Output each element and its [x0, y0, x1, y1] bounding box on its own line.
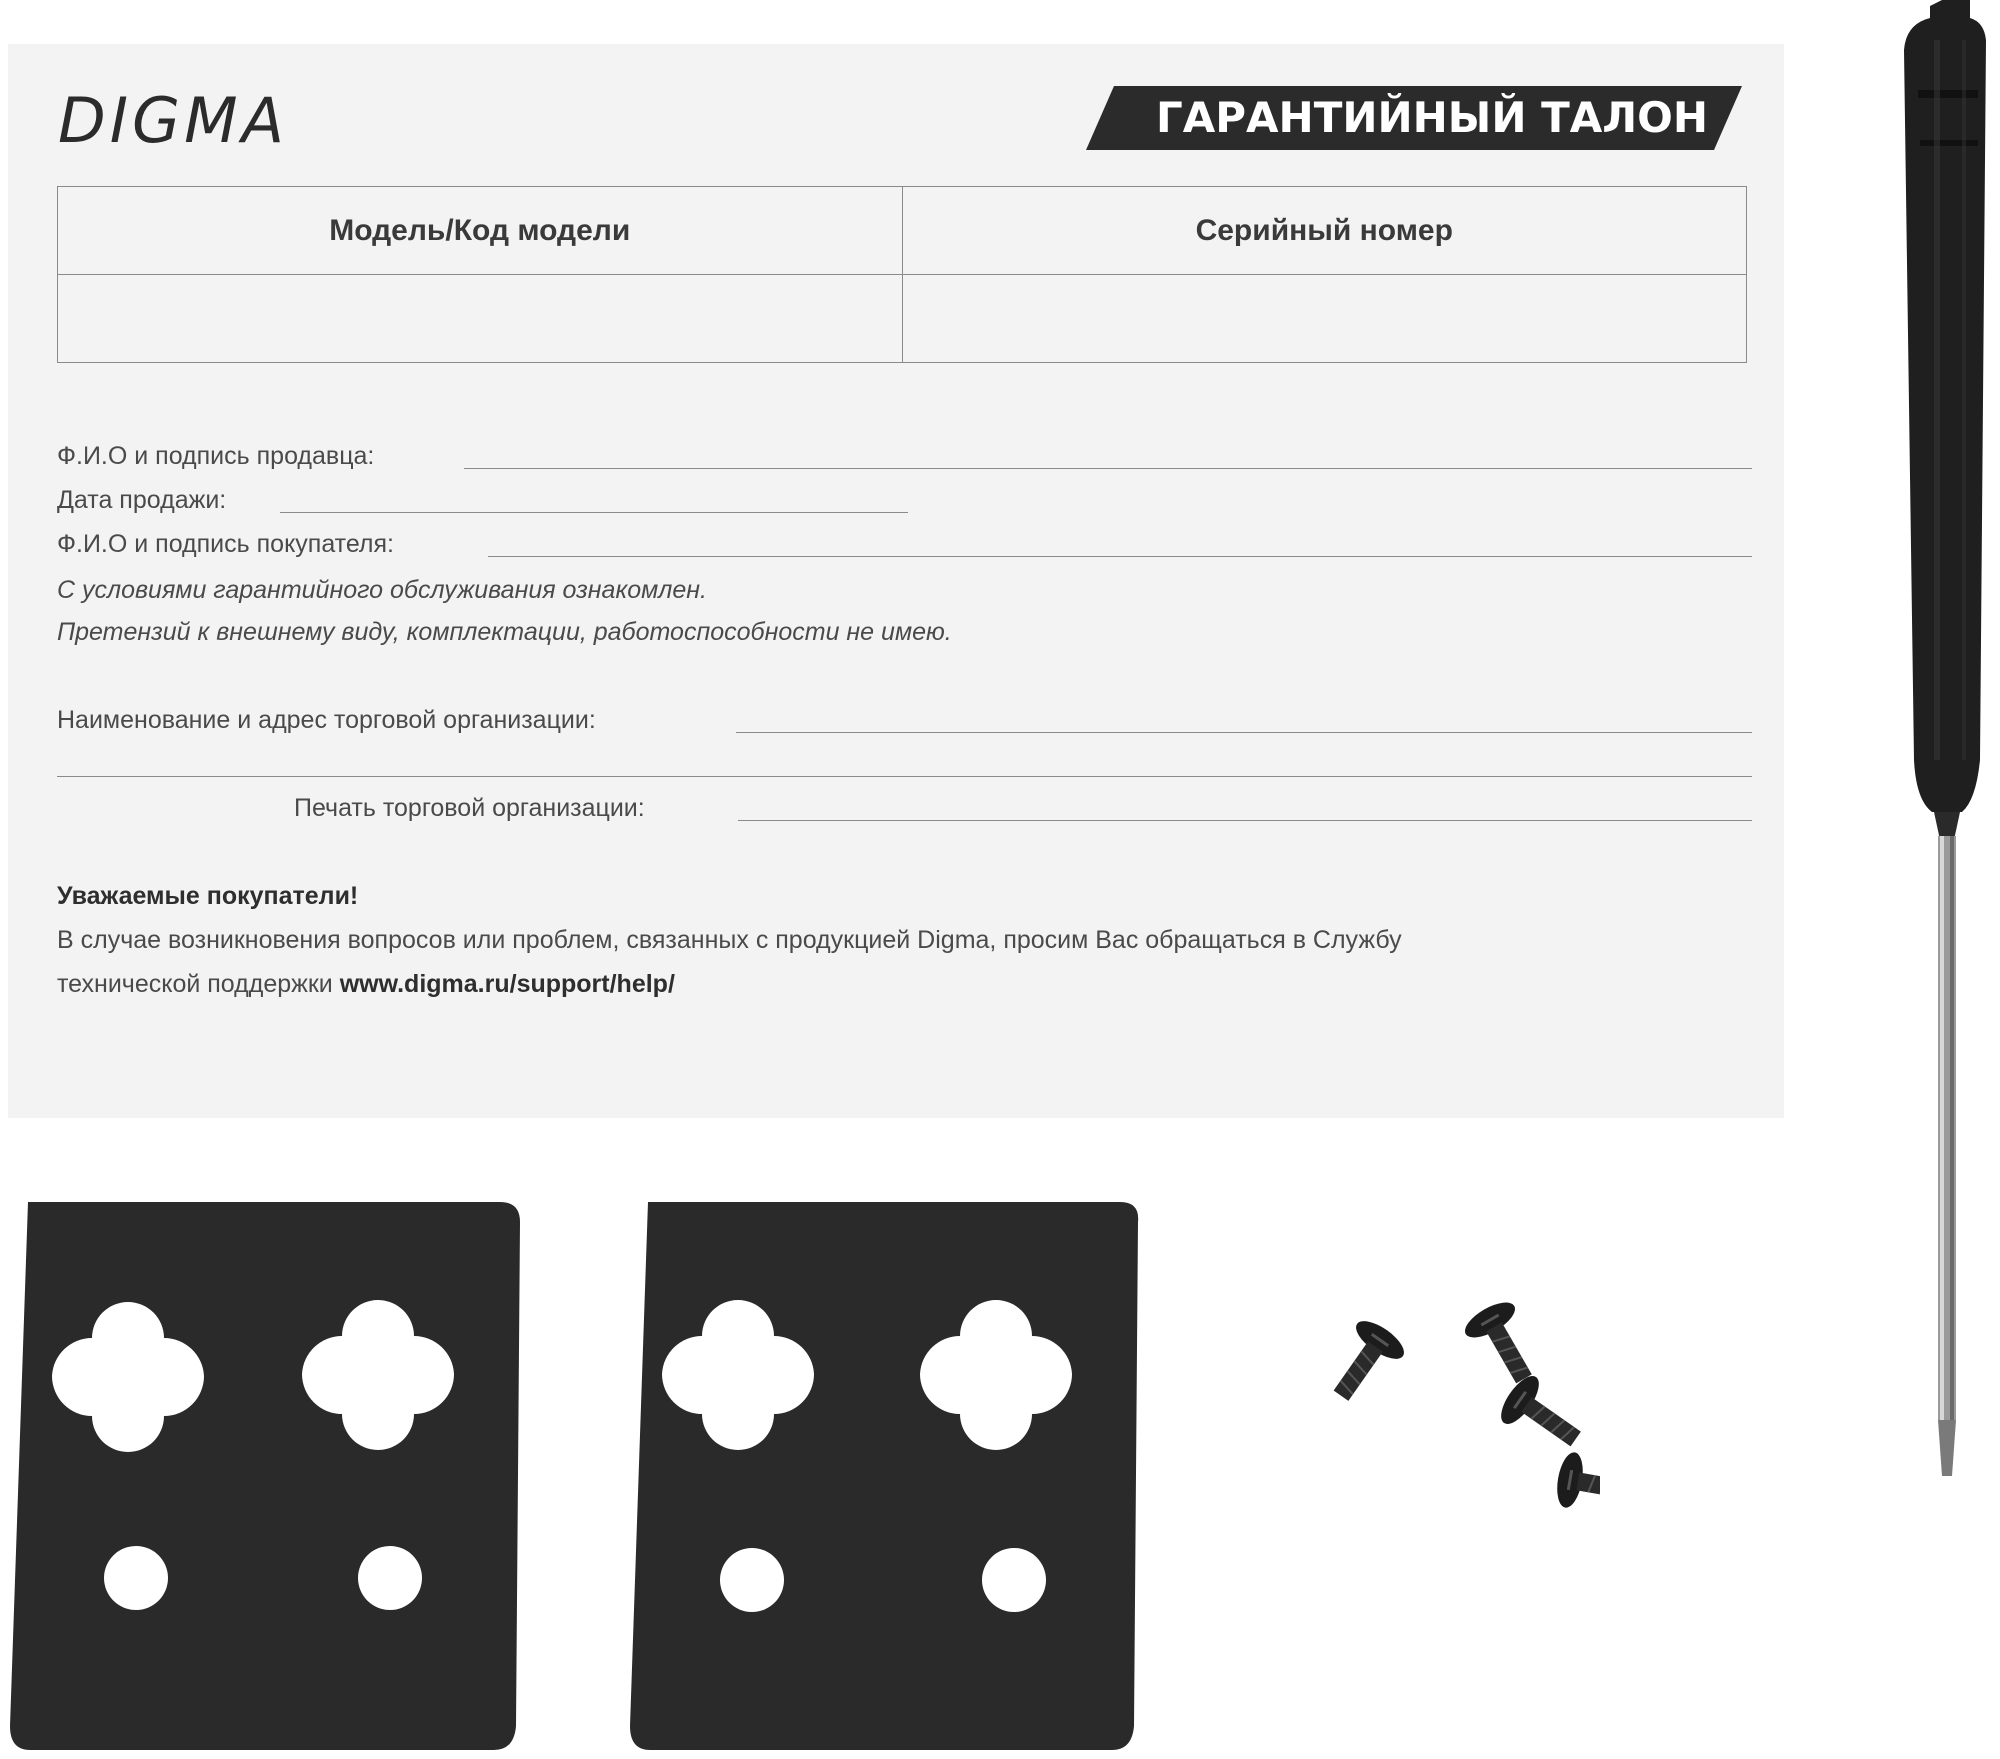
sale-date-label: Дата продажи:: [57, 486, 227, 514]
screw-icon: [1320, 1314, 1410, 1412]
model-serial-table: [57, 186, 1747, 363]
mounting-plate-icon: [628, 1198, 1144, 1758]
agreement-line-1: С условиями гарантийного обслуживания ознакомлен.: [57, 576, 707, 604]
notice-line-2: [57, 970, 675, 999]
org-address-line[interactable]: [57, 776, 1752, 777]
serial-cell[interactable]: [902, 275, 1747, 363]
seller-label: Ф.И.О и подпись продавца:: [57, 442, 375, 470]
seller-line[interactable]: [464, 468, 1752, 469]
screwdriver-icon: [1870, 0, 2000, 1480]
digma-logo: DIGMA: [58, 84, 288, 157]
buyer-label: Ф.И.О и подпись покупателя:: [57, 530, 394, 558]
stamp-label: Печать торговой организации:: [294, 794, 645, 822]
warranty-banner: [1086, 86, 1742, 150]
mounting-plate-icon: [8, 1198, 524, 1758]
agreement-line-2: Претензий к внешнему виду, комплектации, работоспособности не имею.: [57, 618, 952, 646]
model-cell[interactable]: [58, 275, 903, 363]
org-name-label: Наименование и адрес торговой организации:: [57, 706, 596, 734]
notice-line-2-text: технической поддержки: [57, 970, 340, 998]
notice-line-1: В случае возникновения вопросов или проблем, связанных с продукцией Digma, просим Вас обращаться в Службу: [57, 926, 1402, 954]
support-link[interactable]: www.digma.ru/support/help/: [339, 970, 675, 998]
sale-date-line[interactable]: [280, 512, 908, 513]
buyer-line[interactable]: [488, 556, 1752, 557]
screw-icon: [1553, 1450, 1600, 1519]
stamp-line[interactable]: [738, 820, 1752, 821]
screws-group: [1320, 1280, 1600, 1540]
model-header: Модель/Код модели: [58, 187, 903, 275]
screw-icon: [1494, 1370, 1592, 1462]
org-name-line[interactable]: [736, 732, 1752, 733]
warranty-title: ГАРАНТИЙНЫЙ ТАЛОН: [1156, 93, 1708, 142]
notice-title: Уважаемые покупатели!: [57, 882, 359, 910]
serial-header: Серийный номер: [902, 187, 1747, 275]
